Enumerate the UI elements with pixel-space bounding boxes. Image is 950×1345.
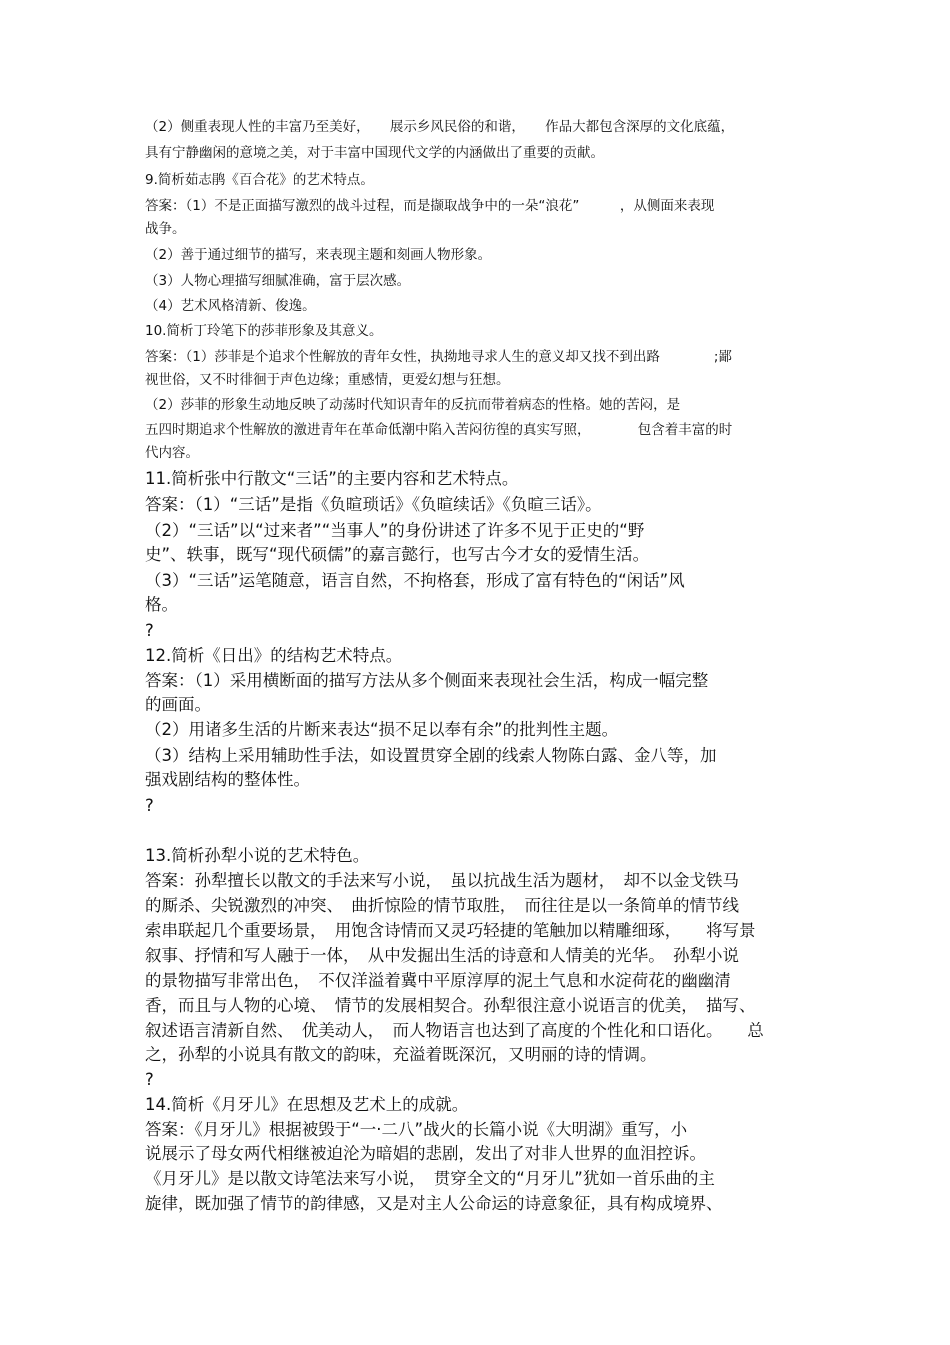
text-line: （2）侧重表现人性的丰富乃至美好， 展示乡风民俗的和谐， 作品大都包含深厚的文化底蕴， (145, 119, 735, 135)
answer-line: 答案：（1）莎菲是个追求个性解放的青年女性，执拗地寻求人生的意义却又找不到出路 ;鄙 (145, 349, 732, 365)
question-heading: 9.简析茹志鹃《百合花》的艺术特点。 (145, 172, 374, 188)
text-line: （3）结构上采用辅助性手法，如设置贯穿全剧的线索人物陈白露、金八等，加 (145, 746, 717, 765)
text-line: （4）艺术风格清新、俊逸。 (145, 298, 316, 314)
answer-line: 答案：（1）“三话”是指《负暄琐话》《负暄续话》《负暄三话》。 (145, 495, 602, 514)
text-line: 索串联起几个重要场景， 用饱含诗情而又灵巧轻捷的笔触加以精雕细琢， 将写景 (145, 921, 756, 940)
question-heading: 11.简析张中行散文“三话”的主要内容和艺术特点。 (145, 469, 519, 488)
text-line: 的画面。 (145, 695, 211, 714)
question-heading: 12.简析《日出》的结构艺术特点。 (145, 646, 403, 665)
text-line: 说展示了母女两代相继被迫沦为暗娼的悲剧，发出了对非人世界的血泪控诉。 (145, 1144, 706, 1163)
text-line: （2）用诸多生活的片断来表达“损不足以奉有余”的批判性主题。 (145, 720, 619, 739)
text-line: （2）“三话”以“过来者”“当事人”的身份讲述了许多不见于正史的“野 (145, 521, 645, 540)
text-line: 具有宁静幽闲的意境之美，对于丰富中国现代文学的内涵做出了重要的贡献。 (145, 145, 604, 161)
text-line: 香，而且与人物的心境、 情节的发展相契合。孙犁很注意小说语言的优美， 描写、 (145, 996, 756, 1015)
answer-line: 答案：《月牙儿》根据被毁于“一·二八”战火的长篇小说《大明湖》重写，小 (145, 1120, 688, 1139)
text-line: （3）“三话”运笔随意，语言自然，不拘格套，形成了富有特色的“闲话”风 (145, 571, 685, 590)
text-line: 格。 (145, 595, 178, 614)
text-line: （2）莎菲的形象生动地反映了动荡时代知识青年的反抗而带着病态的性格。她的苦闷，是 (145, 397, 681, 413)
answer-line: 答案：孙犁擅长以散文的手法来写小说， 虽以抗战生活为题材， 却不以金戈铁马 (145, 871, 739, 890)
text-line: 战争。 (145, 221, 186, 237)
answer-line: 答案：（1）不是正面描写激烈的战斗过程，而是撷取战争中的一朵“浪花” ，从侧面来表现 (145, 198, 715, 214)
text-line: ? (145, 1070, 154, 1089)
text-line: 的厮杀、尖锐激烈的冲突、 曲折惊险的情节取胜， 而往往是以一条简单的情节线 (145, 896, 739, 915)
answer-line: 答案：（1）采用横断面的描写方法从多个侧面来表现社会生活，构成一幅完整 (145, 671, 709, 690)
text-line: 《月牙儿》是以散文诗笔法来写小说， 贯穿全文的“月牙儿”犹如一首乐曲的主 (145, 1169, 715, 1188)
text-line: ? (145, 621, 154, 640)
text-line: 视世俗，又不时徘徊于声色边缘；重感情，更爱幻想与狂想。 (145, 372, 510, 388)
text-line: （3）人物心理描写细腻准确，富于层次感。 (145, 273, 411, 289)
text-line: 五四时期追求个性解放的激进青年在革命低潮中陷入苦闷彷徨的真实写照， 包含着丰富的时 (145, 422, 733, 438)
text-line: 史”、轶事，既写“现代硕儒”的嘉言懿行，也写古今才女的爱情生活。 (145, 545, 650, 564)
question-heading: 13.简析孙犁小说的艺术特色。 (145, 846, 370, 865)
text-line: 代内容。 (145, 445, 199, 461)
text-line: 之，孙犁的小说具有散文的韵味，充溢着既深沉，又明丽的诗的情调。 (145, 1045, 657, 1064)
question-heading: 10.简析丁玲笔下的莎菲形象及其意义。 (145, 323, 383, 339)
text-line: ? (145, 796, 154, 815)
text-line: 叙述语言清新自然、 优美动人， 而人物语言也达到了高度的个性化和口语化。 总 (145, 1021, 764, 1040)
text-line: 强戏剧结构的整体性。 (145, 770, 310, 789)
text-line: 的景物描写非常出色， 不仅洋溢着冀中平原淳厚的泥土气息和水淀荷花的幽幽清 (145, 971, 731, 990)
text-line: 旋律，既加强了情节的韵律感，又是对主人公命运的诗意象征，具有构成境界、 (145, 1194, 723, 1213)
question-heading: 14.简析《月牙儿》在思想及艺术上的成就。 (145, 1095, 469, 1114)
text-line: （2）善于通过细节的描写，来表现主题和刻画人物形象。 (145, 247, 492, 263)
text-line: 叙事、抒情和写人融于一体， 从中发掘出生活的诗意和人情美的光华。 孙犁小说 (145, 946, 739, 965)
